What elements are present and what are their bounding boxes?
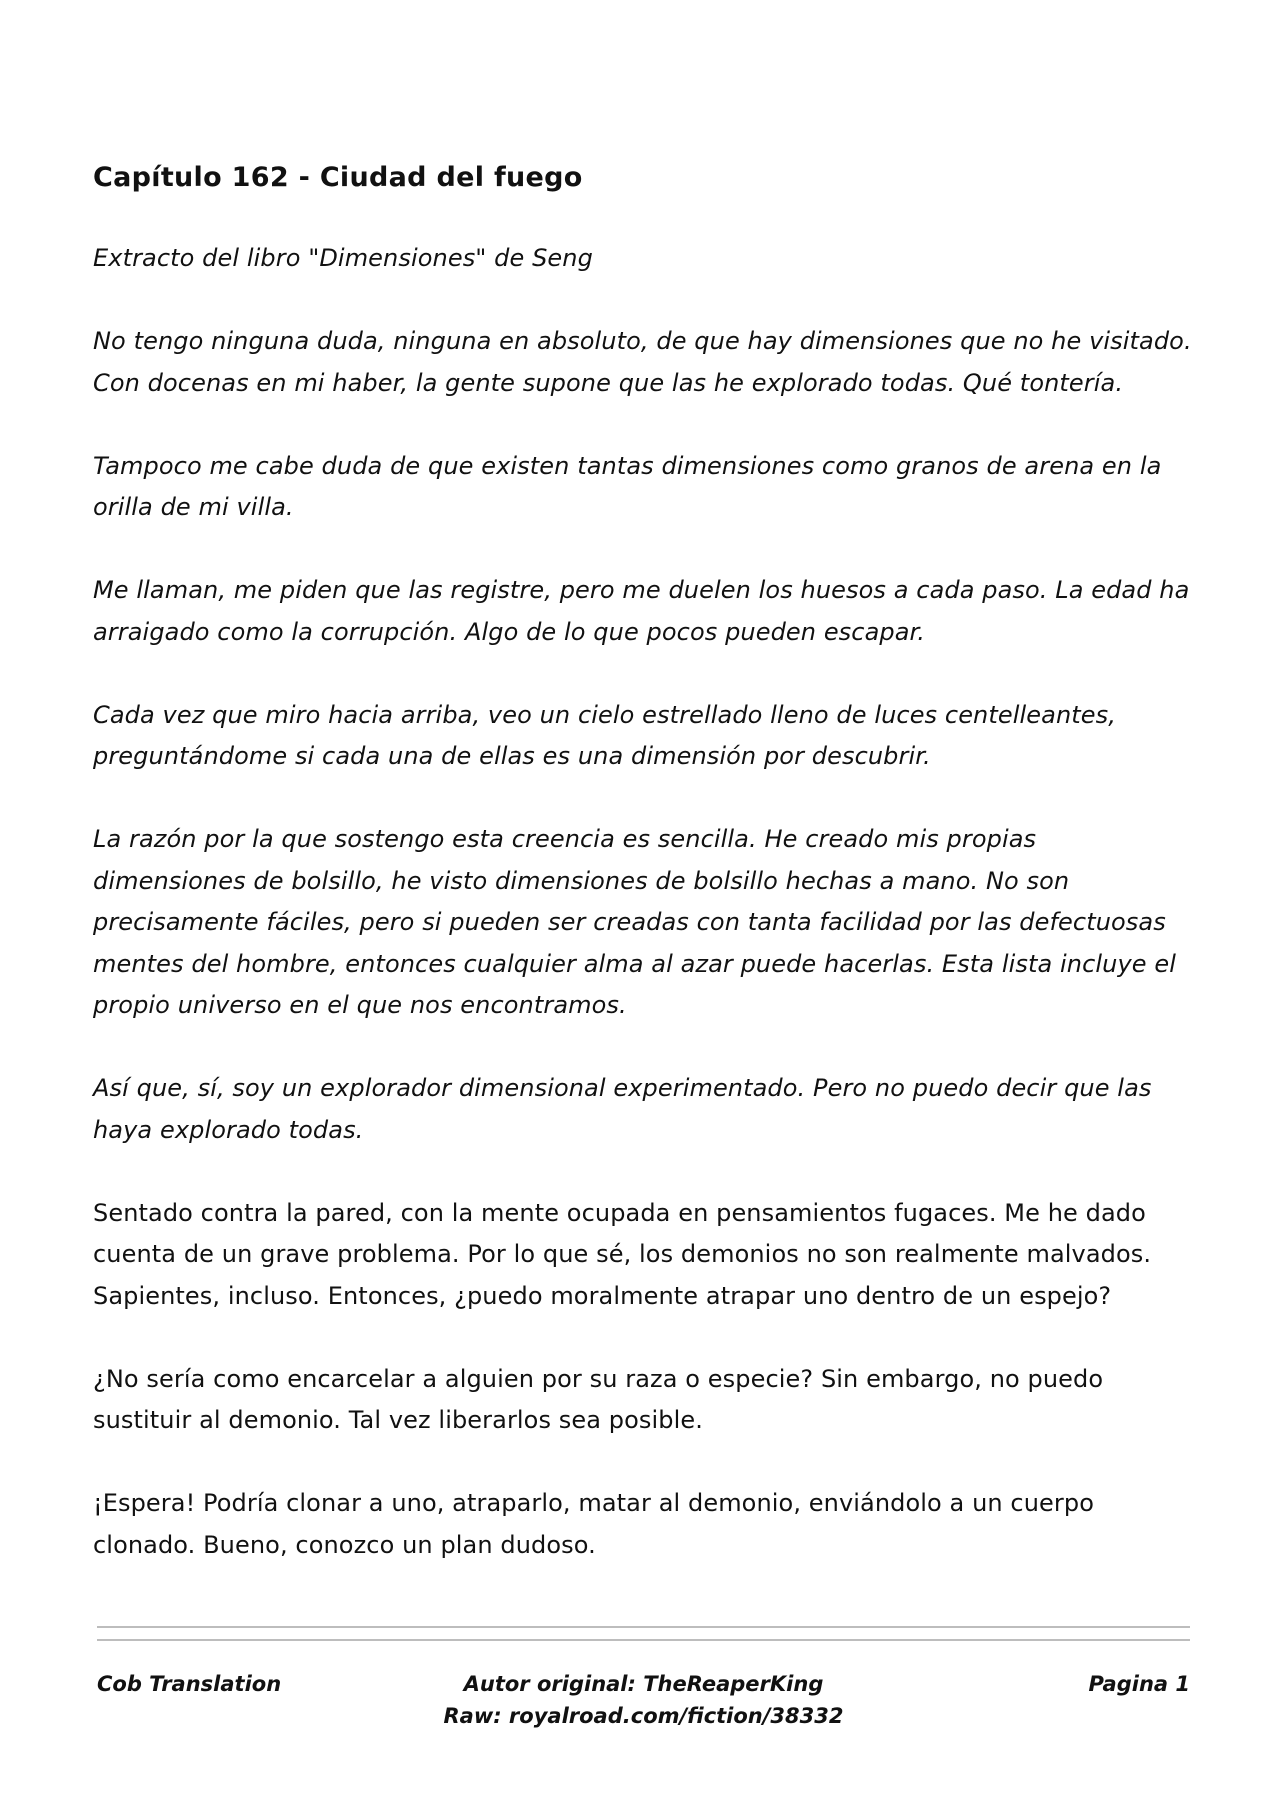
footer-raw-source: Raw: royalroad.com/fiction/38332 xyxy=(443,1704,844,1728)
paragraph: ¡Espera! Podría clonar a uno, atraparlo, matar al demonio, enviándolo a un cuerpo clonado. Bueno, conozco un plan dudoso. xyxy=(93,1489,1094,1559)
footer-translator: Cob Translation xyxy=(97,1672,282,1696)
footer-author: Autor original: TheReaperKing xyxy=(463,1672,824,1696)
paragraph: Extracto del libro "Dimensiones" de Seng xyxy=(93,244,593,272)
document-body xyxy=(93,158,1193,1566)
paragraph: Me llaman, me piden que las registre, pero me duelen los huesos a cada paso. La edad ha arraigado como la corrupción. Algo de lo que pocos pueden escapar. xyxy=(93,576,1190,646)
footer-page-number: Pagina 1 xyxy=(1088,1672,1190,1696)
paragraph: ¿No sería como encarcelar a alguien por su raza o especie? Sin embargo, no puedo sustituir al demonio. Tal vez liberarlos sea posible. xyxy=(93,1364,1104,1434)
paragraph: La razón por la que sostengo esta creencia es sencilla. He creado mis propias dimensiones de bolsillo, he visto dimensiones de bolsillo hechas a mano. No son precisamente fáciles, pero si pueden ser creadas con tanta facilidad por las defectuosas mentes del hombre, entonces cualquier alma al azar puede hacerlas. Esta lista incluye el propio universo en el que nos encontramos. xyxy=(93,825,1176,1019)
footer-divider xyxy=(97,1626,1190,1628)
paragraph: No tengo ninguna duda, ninguna en absoluto, de que hay dimensiones que no he visitado. Con docenas en mi haber, la gente supone que las he explorado todas. Qué tontería. xyxy=(93,327,1192,397)
paragraph: Cada vez que miro hacia arriba, veo un cielo estrellado lleno de luces centelleantes, preguntándome si cada una de ellas es una dimensión por descubrir. xyxy=(93,700,1116,770)
paragraph: Así que, sí, soy un explorador dimensional experimentado. Pero no puedo decir que las haya explorado todas. xyxy=(93,1074,1152,1144)
chapter-title: Capítulo 162 - Ciudad del fuego xyxy=(93,162,583,193)
paragraph: Sentado contra la pared, con la mente ocupada en pensamientos fugaces. Me he dado cuenta de un grave problema. Por lo que sé, los demonios no son realmente malvados. Sapientes, incluso. Entonces, ¿puedo moralmente atrapar uno dentro de un espejo? xyxy=(93,1198,1152,1310)
paragraph: Tampoco me cabe duda de que existen tantas dimensiones como granos de arena en la orilla de mi villa. xyxy=(93,451,1162,521)
footer-divider xyxy=(97,1639,1190,1641)
